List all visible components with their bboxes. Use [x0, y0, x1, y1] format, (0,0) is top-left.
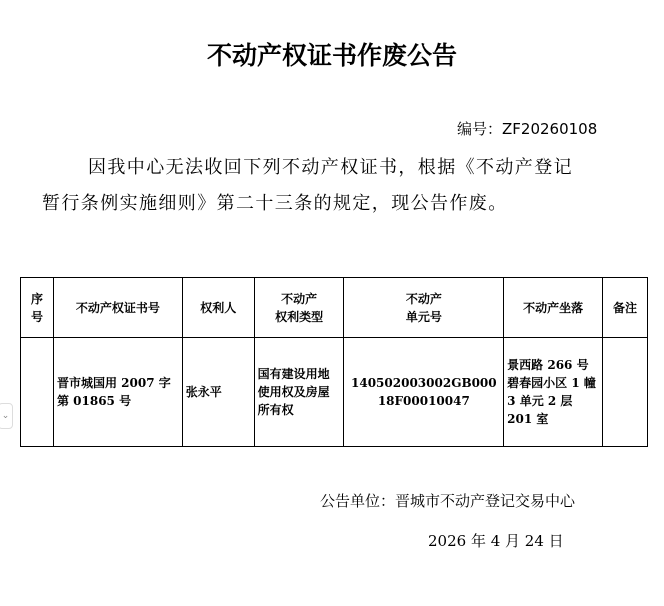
header-holder: 权利人: [182, 278, 254, 338]
cell-unit-no: 140502003002GB00018F00010047: [344, 338, 504, 447]
page-title: 不动产权证书作废公告: [206, 41, 457, 70]
cell-cert-no: 晋市城国用 2007 字第 01865 号: [53, 338, 182, 447]
notice-paragraph-line2: 暂行条例实施细则》第二十三条的规定，现公告作废。: [42, 193, 508, 214]
table-row: [21, 338, 648, 447]
chevron-down-icon: ⌄: [1, 411, 10, 421]
cell-seq: [21, 338, 54, 447]
issue-date: 2026 年 4 月 24 日: [428, 532, 564, 550]
cell-location: 景西路 266 号碧春园小区 1 幢 3 单元 2 层 201 室: [504, 338, 603, 447]
header-seq: 序 号: [21, 278, 54, 338]
notice-paragraph-line1: 因我中心无法收回下列不动产权证书，根据《不动产登记: [88, 157, 573, 178]
header-right-type: 不动产 权利类型: [254, 278, 344, 338]
header-cert-no: 不动产权证书号: [53, 278, 182, 338]
header-remark: 备注: [603, 278, 648, 338]
header-unit-no: 不动产 单元号: [344, 278, 504, 338]
cell-remark: [603, 338, 648, 447]
issuer: 公告单位：晋城市不动产登记交易中心: [320, 492, 576, 510]
cell-holder: 张永平: [182, 338, 254, 447]
table-header-row: [21, 278, 648, 338]
void-certificate-table: [20, 277, 648, 447]
document-number: 编号：ZF20260108: [457, 120, 598, 138]
cell-right-type: 国有建设用地使用权及房屋所有权: [254, 338, 344, 447]
collapse-button[interactable]: [0, 403, 13, 429]
header-location: 不动产坐落: [504, 278, 603, 338]
